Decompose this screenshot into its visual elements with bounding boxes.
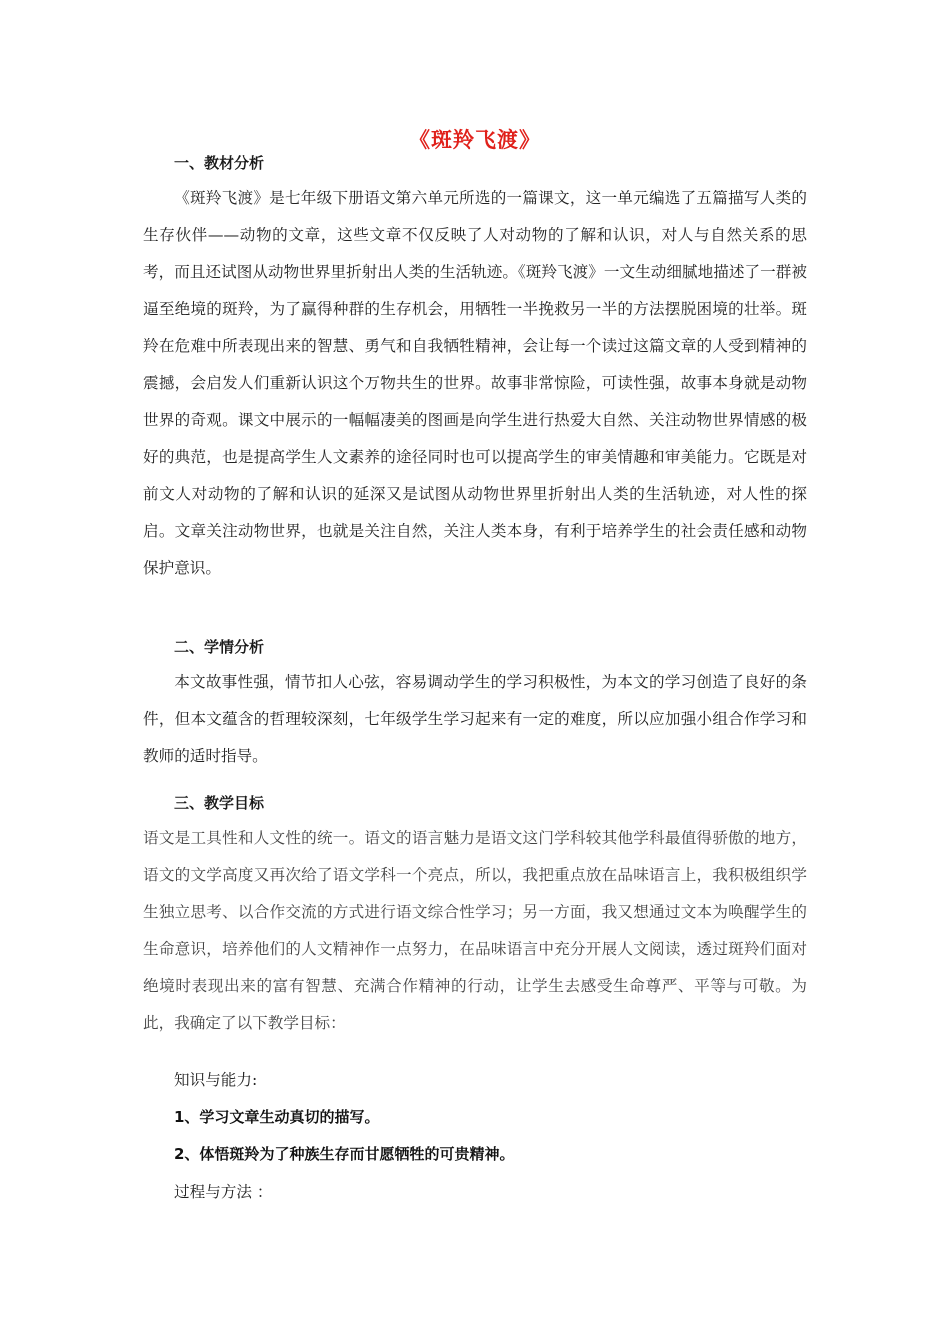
section-heading-textbook-analysis: 一、教材分析: [174, 154, 265, 172]
goal-item-1: 1、学习文章生动真切的描写。: [174, 1108, 380, 1126]
goal-item-2: 2、体悟斑羚为了种族生存而甘愿牺牲的可贵精神。: [174, 1145, 515, 1163]
section-heading-teaching-goals: 三、教学目标: [174, 794, 265, 812]
knowledge-ability-label: 知识与能力:: [174, 1071, 258, 1089]
process-method-label: 过程与方法 ：: [174, 1183, 273, 1201]
paragraph-textbook-analysis: 《斑羚飞渡》是七年级下册语文第六单元所选的一篇课文，这一单元编选了五篇描写人类的生存伙伴——动物的文章，这些文章不仅反映了人对动物的了解和认识，对人与自然关系的思考，而且还试图从动物世界里折射出人类的生活轨迹。《斑羚飞渡》一文生动细腻地描述了一群被逼至绝境的斑羚，为了赢得种群的生存机会，用牺牲一半挽救另一半的方法摆脱困境的壮举。斑羚在危难中所表现出来的智慧、勇气和自我牺牲精神，会让每一个读过这篇文章的人受到精神的震撼，会启发人们重新认识这个万物共生的世界。故事非常惊险，可读性强，故事本身就是动物世界的奇观。课文中展示的一幅幅凄美的图画是向学生进行热爱大自然、关注动物世界情感的极好的典范，也是提高学生人文素养的途径同时也可以提高学生的审美情趣和审美能力。它既是对前文人对动物的了解和认识的延深又是试图从动物世界里折射出人类的生活轨迹，对人性的探启。文章关注动物世界，也就是关注自然，关注人类本身，有利于培养学生的社会责任感和动物保护意识。: [143, 189, 807, 577]
section-heading-student-analysis: 二、学情分析: [174, 638, 265, 656]
document-title: 《斑羚飞渡》: [409, 128, 541, 152]
paragraph-student-analysis: 本文故事性强，情节扣人心弦，容易调动学生的学习积极性，为本文的学习创造了良好的条件，但本文蕴含的哲理较深刻，七年级学生学习起来有一定的难度，所以应加强小组合作学习和教师的适时指导。: [143, 673, 807, 765]
paragraph-teaching-goals: 语文是工具性和人文性的统一。语文的语言魅力是语文这门学科较其他学科最值得骄傲的地方，语文的文学高度又再次给了语文学科一个亮点，所以，我把重点放在品味语言上，我积极组织学生独立思考、以合作交流的方式进行语文综合性学习；另一方面，我又想通过文本为唤醒学生的生命意识，培养他们的人文精神作一点努力，在品味语言中充分开展人文阅读，透过斑羚们面对绝境时表现出来的富有智慧、充满合作精神的行动，让学生去感受生命尊严、平等与可敬。为此，我确定了以下教学目标：: [143, 829, 807, 1032]
